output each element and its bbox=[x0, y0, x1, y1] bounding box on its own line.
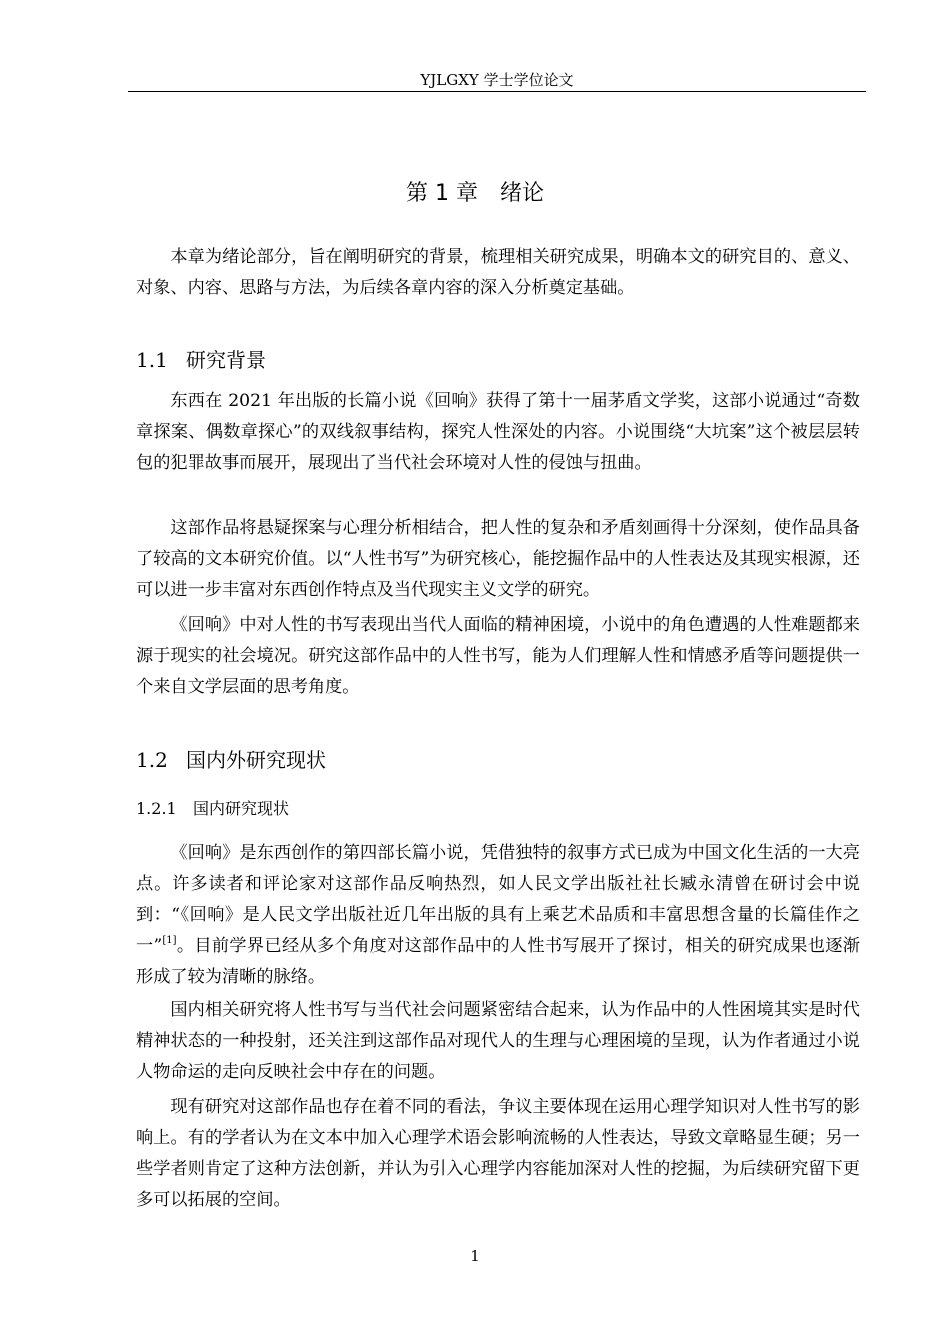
body-paragraph: 《回响》中对人性的书写表现出当代人面临的精神困境，小说中的角色遭遇的人性难题都来源于现实的社会境况。研究这部作品中的人性书写，能为人们理解人性和情感矛盾等问题提供一个来自文学层面的思考角度。 bbox=[136, 615, 860, 697]
page-number: 1 bbox=[470, 1247, 480, 1265]
section-heading-1-1 bbox=[136, 346, 266, 374]
intro-paragraph: 本章为绪论部分，旨在阐明研究的背景，梳理相关研究成果，明确本文的研究目的、意义、对象、内容、思路与方法，为后续各章内容的深入分析奠定基础。 bbox=[136, 247, 860, 298]
running-header: YJLGXY 学士学位论文 bbox=[420, 71, 574, 89]
section-number: 1.2 bbox=[136, 748, 168, 772]
body-paragraph: 这部作品将悬疑探案与心理分析相结合，把人性的复杂和矛盾刻画得十分深刻，使作品具备了较高的文本研究价值。以“人性书写”为研究核心，能挖掘作品中的人性表达及其现实根源，还可以进一步丰富对东西创作特点及当代现实主义文学的研究。 bbox=[136, 518, 860, 600]
body-paragraph: 现有研究对这部作品也存在着不同的看法，争议主要体现在运用心理学知识对人性书写的影响上。有的学者认为在文本中加入心理学术语会影响流畅的人性表达，导致文章略显生硬；另一些学者则肯定了这种方法创新，并认为引入心理学内容能加深对人性的挖掘，为后续研究留下更多可以拓展的空间。 bbox=[136, 1097, 860, 1210]
body-paragraph: 国内相关研究将人性书写与当代社会问题紧密结合起来，认为作品中的人性困境其实是时代精神状态的一种投射，还关注到这部作品对现代人的生理与心理困境的呈现，认为作者通过小说人物命运的走向反映社会中存在的问题。 bbox=[136, 1000, 860, 1082]
section-title: 研究背景 bbox=[186, 348, 266, 372]
subsection-heading-1-2-1 bbox=[136, 797, 289, 821]
subsection-number: 1.2.1 bbox=[136, 799, 177, 818]
section-heading-1-2 bbox=[136, 746, 326, 774]
section-number: 1.1 bbox=[136, 348, 168, 372]
paragraph-text: 《回响》是东西创作的第四部长篇小说，凭借独特的叙事方式已成为中国文化生活的一大亮点。许多读者和评论家对这部作品反响热烈，如人民文学出版社社长臧永清曾在研讨会中说到：“《回响》是人民文学出版社近几年出版的具有上乘艺术品质和丰富思想含量的长篇佳作之一” bbox=[136, 843, 860, 956]
subsection-title: 国内研究现状 bbox=[193, 799, 290, 818]
body-paragraph bbox=[136, 838, 860, 993]
paragraph-text: 。目前学界已经从多个角度对这部作品中的人性书写展开了探讨，相关的研究成果也逐渐形成了较为清晰的脉络。 bbox=[136, 936, 860, 987]
chapter-heading bbox=[0, 178, 950, 210]
section-title: 国内外研究现状 bbox=[186, 748, 326, 772]
body-paragraph: 东西在 2021 年出版的长篇小说《回响》获得了第十一届茅盾文学奖，这部小说通过“奇数章探案、偶数章探心”的双线叙事结构，探究人性深处的内容。小说围绕“大坑案”这个被层层转包的犯罪故事而展开，展现出了当代社会环境对人性的侵蚀与扭曲。 bbox=[136, 391, 860, 473]
citation-ref[interactable]: [1] bbox=[162, 935, 177, 946]
chapter-number: 第 1 章 bbox=[406, 181, 478, 206]
chapter-title: 绪论 bbox=[499, 181, 544, 206]
header-rule bbox=[128, 91, 866, 92]
